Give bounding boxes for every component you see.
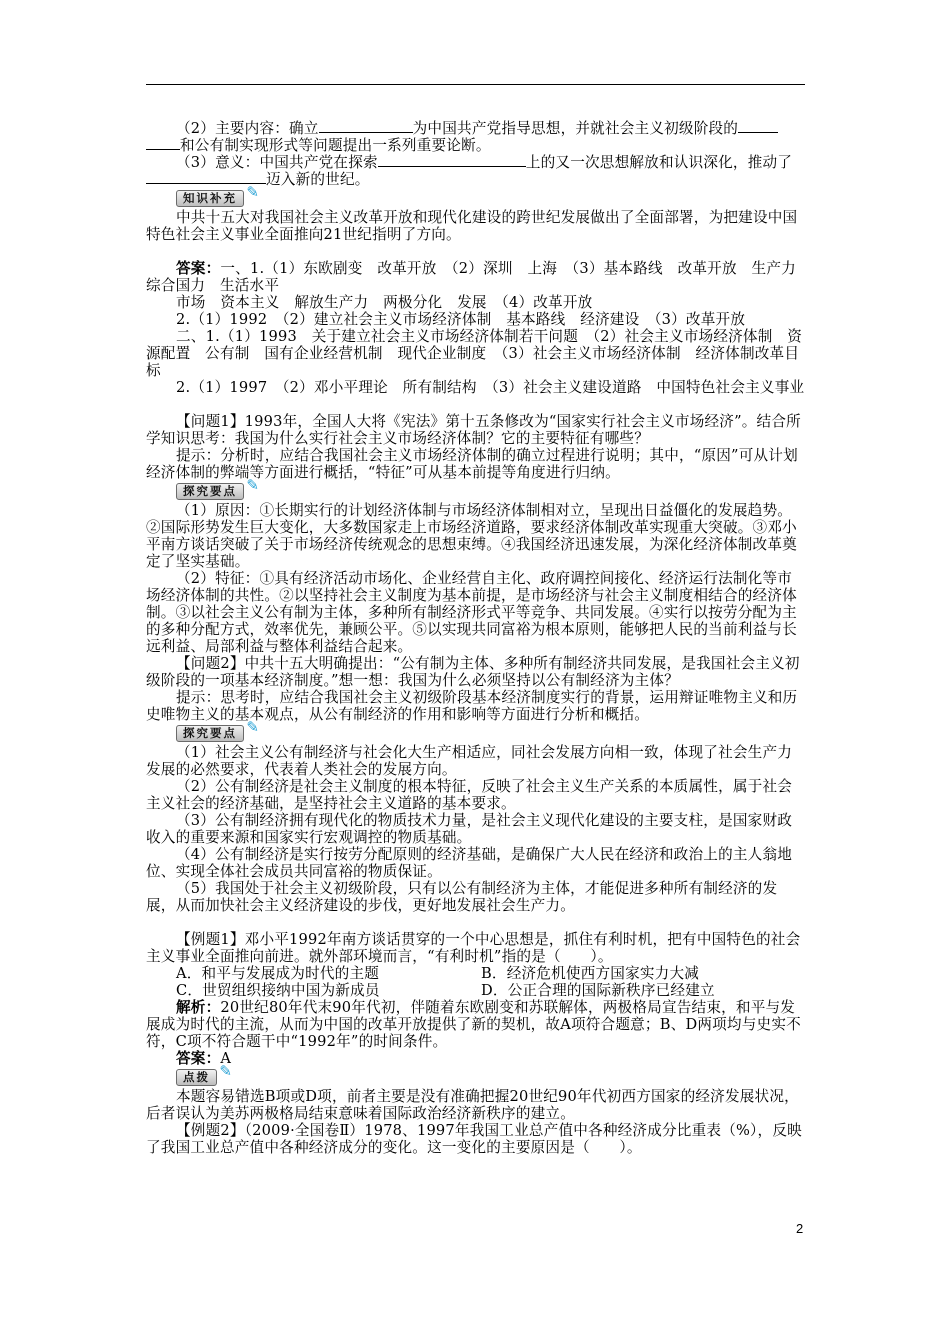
pen-icon: ✎: [246, 476, 259, 494]
pen-icon: ✎: [246, 183, 259, 201]
question-2: 【问题2】中共十五大明确提出：“公有制为主体、多种所有制经济共同发展，是我国社会主义初级阶段的一项基本经济制度。”想一想：我国为什么必须坚持以公有制经济为主体？: [146, 655, 800, 689]
option-d: D．公正合理的国际新秩序已经建立: [481, 982, 715, 999]
explore-2-point: （3）公有制经济拥有现代化的物质技术力量，是社会主义现代化建设的主要支柱，是国家财政收入的重要来源和国家实行宏观调控的物质基础。: [146, 812, 793, 846]
answer-line: 2.（1）1997 （2）邓小平理论 所有制结构 （3）社会主义建设道路 中国特色社会主义事业: [176, 379, 805, 396]
significance-paragraph: （3）意义：中国共产党在探索 上的又一次思想解放和认识深化，推动了迈入新的世纪。: [146, 154, 806, 188]
answer-line: 二、1.（1）1993 关于建立社会主义市场经济体制若干问题 （2）社会主义市场经济体制 资源配置 公有制 国有企业经营机制 现代企业制度 （3）社会主义市场经济体制 经济体制改革目标: [146, 328, 803, 379]
fill-blank: [319, 120, 413, 133]
tip-text: 本题容易错选B项或D项，前者主要是没有准确把握20世纪90年代初西方国家的经济发展状况，后者误认为美苏两极格局结束意味着国际政治经济新秩序的建立。: [146, 1088, 799, 1122]
example-1-options: [146, 982, 806, 999]
example-2: 【例题2】（2009·全国卷Ⅱ）1978、1997年我国工业总产值中各种经济成分比重表（%），反映了我国工业总产值中各种经济成分的变化。这一变化的主要原因是（ ）。: [146, 1122, 802, 1156]
header-rule: [146, 84, 805, 85]
document-body: [146, 120, 811, 1156]
example-1-options: [146, 965, 806, 982]
knowledge-supplement-badge: 知识补充 ✎: [176, 190, 244, 207]
fill-blank: [378, 154, 526, 167]
question-2-hint: 提示：思考时，应结合我国社会主义初级阶段基本经济制度实行的背景，运用辩证唯物主义和历史唯物主义的基本观点，从公有制经济的作用和影响等方面进行分析和概括。: [146, 689, 798, 723]
explore-2-point: （1）社会主义公有制经济与社会化大生产相适应，同社会发展方向相一致，体现了社会生产力发展的必然要求，代表着人类社会的发展方向。: [146, 744, 793, 778]
explore-1-features: （2）特征：①具有经济活动市场化、企业经营自主化、政府调控间接化、经济运行法制化等市场经济体制的共性。②以坚持社会主义制度为基本前提，是市场经济与社会主义制度相结合的经济体制。③以社会主义公有制为主体，多种所有制经济形式平等竞争、共同发展。④实行以按劳分配为主的多种分配方式，效率优先，兼顾公平。⑤以实现共同富裕为根本原则，能够把人民的当前利益与长远利益、局部利益与整体利益结合起来。: [146, 570, 797, 655]
option-b: B．经济危机使西方国家实力大减: [481, 965, 700, 982]
answer-block: 答案：一、1.（1）东欧剧变 改革开放 （2）深圳 上海 （3）基本路线 改革开放 生产力 综合国力 生活水平: [146, 260, 811, 294]
example-1: 【例题1】邓小平1992年南方谈话贯穿的一个中心思想是，抓住有利时机，把有中国特色的社会主义事业全面推向前进。就外部环境而言，“有利时机”指的是（ ）。: [146, 931, 801, 965]
fill-blank: [146, 137, 180, 150]
main-content-paragraph: （2）主要内容：确立 为中国共产党指导思想，并就社会主义初级阶段的 和公有制实现形式等问题提出一系列重要论断。: [146, 120, 806, 154]
explore-2-point: （2）公有制经济是社会主义制度的根本特征，反映了社会主义生产关系的本质属性，属于社会主义社会的经济基础，是坚持社会主义道路的基本要求。: [146, 778, 793, 812]
pen-icon: ✎: [246, 718, 259, 736]
knowledge-text: 中共十五大对我国社会主义改革开放和现代化建设的跨世纪发展做出了全面部署，为把建设中国特色社会主义事业全面推向21世纪指明了方向。: [146, 209, 798, 243]
explore-2-point: （4）公有制经济是实行按劳分配原则的经济基础，是确保广大人民在经济和政治上的主人翁地位、实现全体社会成员共同富裕的物质保证。: [146, 846, 793, 880]
explore-points-badge: 探究要点 ✎: [176, 725, 244, 742]
option-a: A．和平与发展成为时代的主题: [176, 965, 380, 982]
page-number: 2: [796, 1221, 804, 1236]
option-c: C．世贸组织接纳中国为新成员: [176, 982, 380, 999]
example-1-answer: 答案：A: [176, 1050, 232, 1067]
explore-points-badge: 探究要点 ✎: [176, 483, 244, 500]
explore-1-reason: （1）原因：①长期实行的计划经济体制与市场经济体制相对立，呈现出日益僵化的发展趋势。②国际形势发生巨大变化，大多数国家走上市场经济道路，要求经济体制改革实现重大突破。③邓小平南方谈话突破了关于市场经济传统观念的思想束缚。④我国经济迅速发展，为深化经济体制改革奠定了坚实基础。: [146, 502, 797, 570]
example-1-analysis: 解析：20世纪80年代末90年代初，伴随着东欧剧变和苏联解体，两极格局宣告结束，和平与发展成为时代的主流，从而为中国的改革开放提供了新的契机，故A项符合题意；B、D两项均与史实不符，C项不符合题干中“1992年”的时间条件。: [146, 999, 801, 1050]
answer-line: 市场 资本主义 解放生产力 两极分化 发展 （4）改革开放: [176, 294, 593, 311]
question-1-hint: 提示：分析时，应结合我国社会主义市场经济体制的确立过程进行说明；其中，“原因”可从计划经济体制的弊端等方面进行概括，“特征”可从基本前提等角度进行归纳。: [146, 447, 798, 481]
answer-line: 2.（1）1992 （2）建立社会主义市场经济体制 基本路线 经济建设 （3）改革开放: [176, 311, 746, 328]
pen-icon: ✎: [219, 1062, 232, 1080]
fill-blank: [738, 120, 778, 133]
question-1: 【问题1】1993年，全国人大将《宪法》第十五条修改为“国家实行社会主义市场经济”。结合所学知识思考：我国为什么实行社会主义市场经济体制？它的主要特征有哪些？: [146, 413, 801, 447]
explore-2-point: （5）我国处于社会主义初级阶段，只有以公有制经济为主体，才能促进多种所有制经济的发展，从而加快社会主义经济建设的步伐，更好地发展社会生产力。: [146, 880, 778, 914]
tip-badge: 点拨 ✎: [176, 1069, 217, 1086]
